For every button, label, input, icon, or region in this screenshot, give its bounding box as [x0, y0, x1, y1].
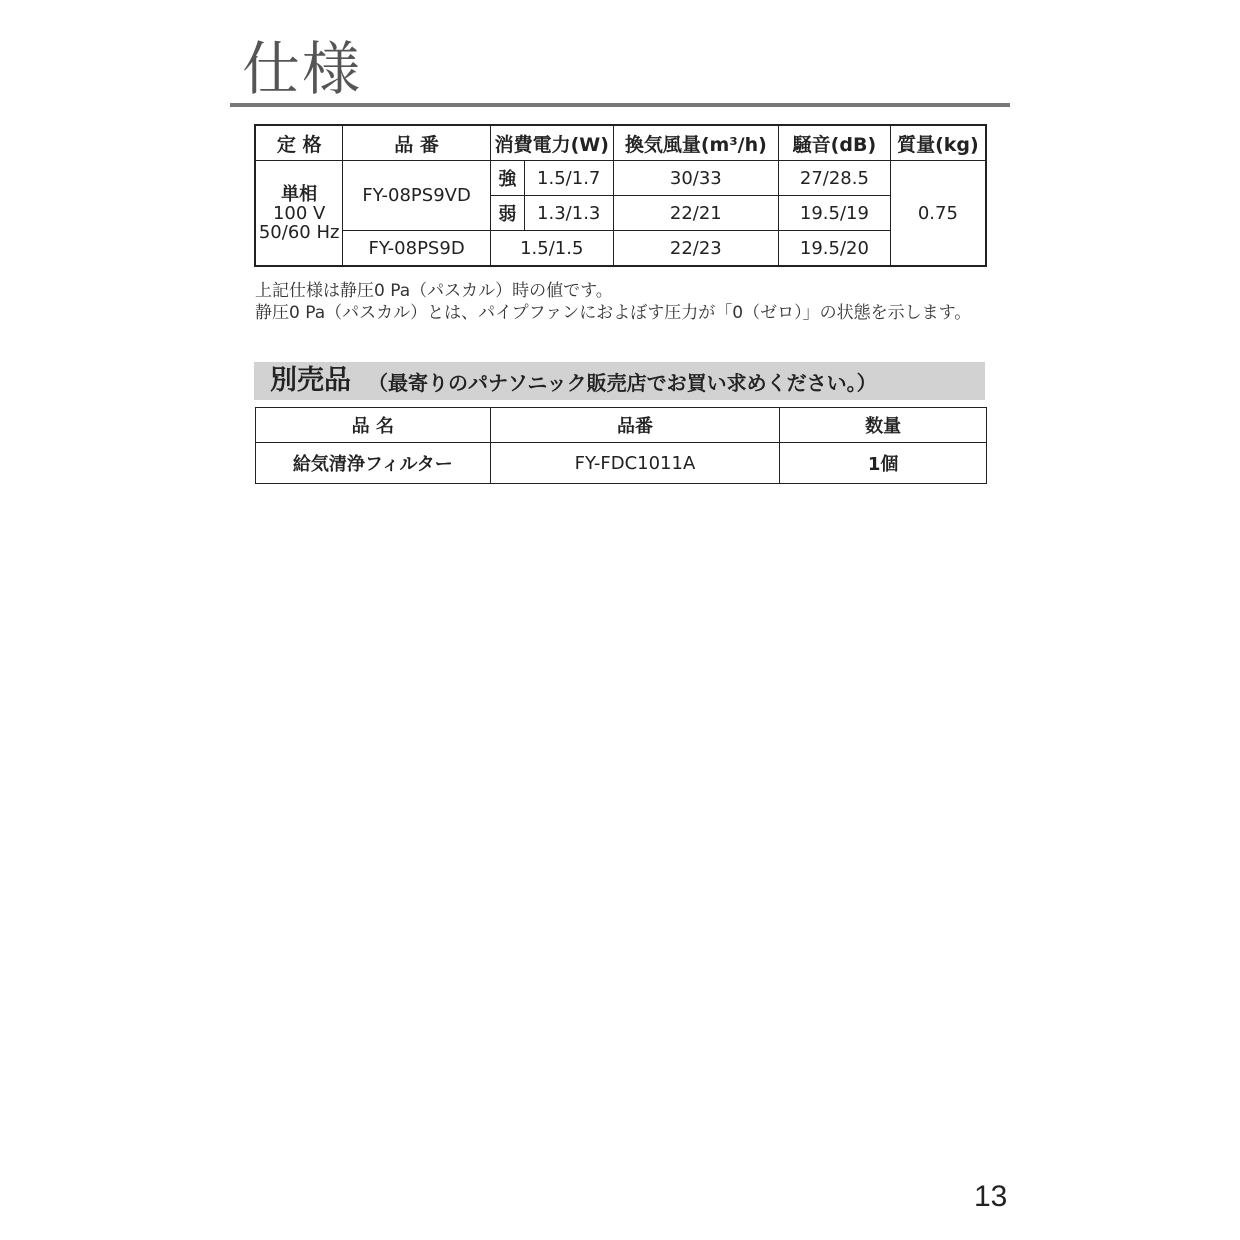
power-cell: 1.5/1.5	[490, 231, 613, 267]
accessories-section-header	[254, 362, 985, 400]
accessory-name: 給気清浄フィルター	[256, 443, 491, 484]
mass-cell: 0.75	[890, 161, 986, 267]
table-row	[256, 443, 987, 484]
spec-header-row	[255, 125, 986, 161]
page-number: 13	[974, 1180, 1008, 1213]
airflow-cell: 30/33	[613, 161, 778, 196]
power-cell: 1.3/1.3	[524, 196, 613, 231]
mode-strong: 強	[490, 161, 524, 196]
noise-cell: 19.5/19	[779, 196, 891, 231]
model-cell: FY-08PS9D	[343, 231, 491, 267]
rating-voltage: 100 V	[272, 202, 326, 224]
accessories-table	[255, 407, 987, 484]
accessories-title: 別売品	[270, 365, 351, 396]
header-name: 品 名	[256, 408, 491, 443]
accessories-header-row	[256, 408, 987, 443]
rating-frequency: 50/60 Hz	[258, 221, 340, 243]
header-mass: 質量(kg)	[890, 125, 986, 161]
table-row	[255, 161, 986, 196]
accessories-subtitle: （最寄りのパナソニック販売店でお買い求めください。）	[368, 371, 877, 395]
mode-weak: 弱	[490, 196, 524, 231]
header-power: 消費電力(W)	[490, 125, 613, 161]
noise-cell: 19.5/20	[779, 231, 891, 267]
header-airflow: 換気風量(m³/h)	[613, 125, 778, 161]
header-qty: 数量	[780, 408, 987, 443]
spec-note: 上記仕様は静圧0 Pa（パスカル）時の値です。	[255, 281, 613, 301]
accessory-part: FY-FDC1011A	[490, 443, 780, 484]
rating-cell	[255, 161, 343, 267]
title-divider	[230, 103, 1010, 107]
table-row	[255, 231, 986, 267]
spec-table	[254, 124, 987, 267]
model-cell: FY-08PS9VD	[343, 161, 491, 231]
accessory-qty: 1個	[780, 443, 987, 484]
header-noise: 騒音(dB)	[779, 125, 891, 161]
airflow-cell: 22/23	[613, 231, 778, 267]
noise-cell: 27/28.5	[779, 161, 891, 196]
header-rating: 定 格	[255, 125, 343, 161]
header-model: 品 番	[343, 125, 491, 161]
airflow-cell: 22/21	[613, 196, 778, 231]
header-part: 品番	[490, 408, 780, 443]
page-title: 仕様	[242, 35, 363, 103]
power-cell: 1.5/1.7	[524, 161, 613, 196]
rating-phase: 単相	[281, 183, 318, 205]
spec-note: 静圧0 Pa（パスカル）とは、パイプファンにおよぼす圧力が「0（ゼロ）」の状態を示します。	[255, 303, 972, 323]
